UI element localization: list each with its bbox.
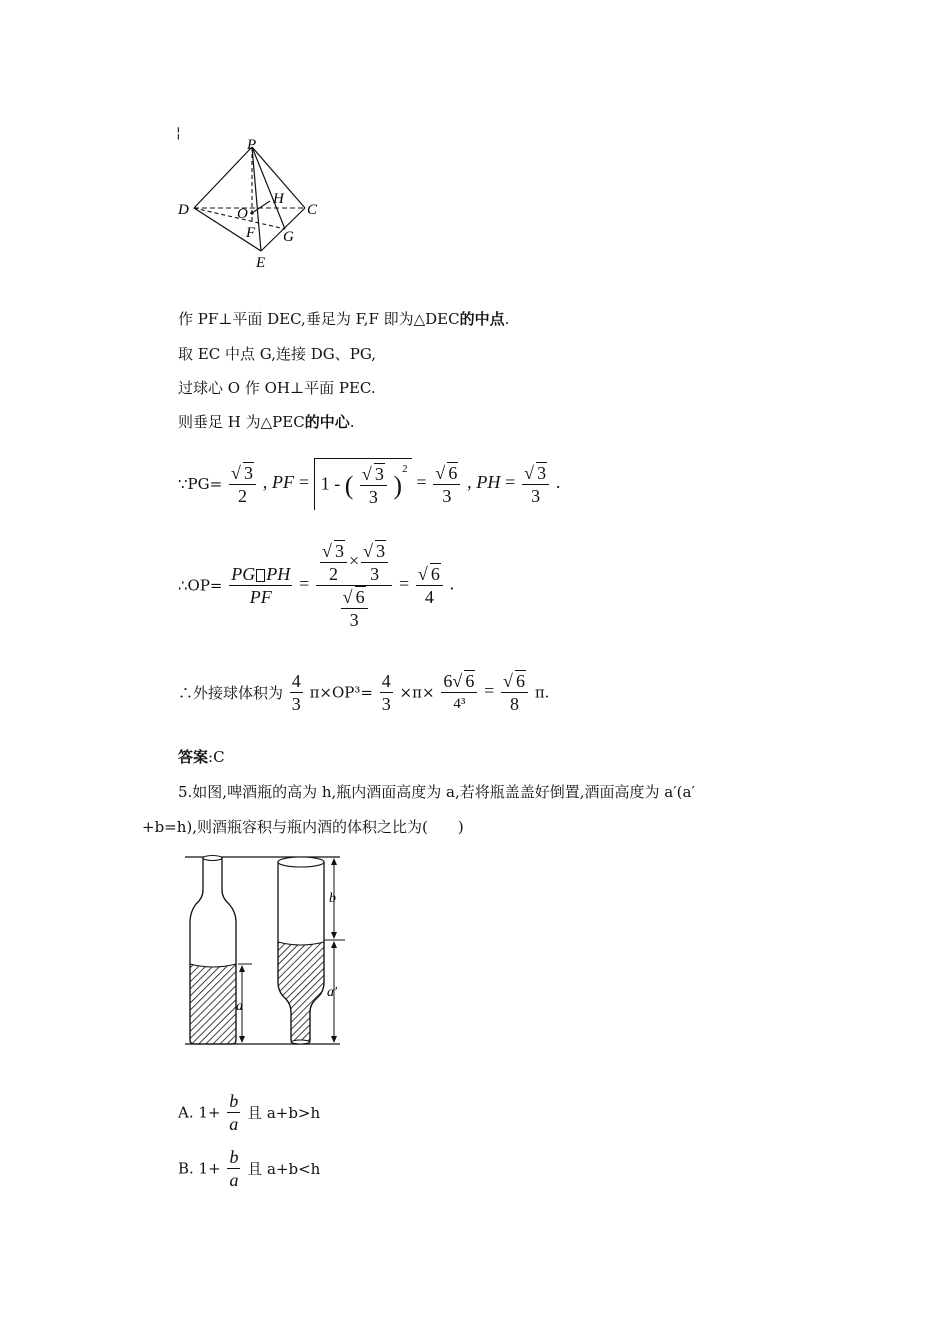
solution-line-4: 则垂足 H 为△PEC的中心. (178, 413, 355, 431)
bottle-figure (180, 850, 350, 1050)
option-b[interactable]: B. 1+ $\frac{b}{a}$ 且 a+b<h (178, 1147, 321, 1190)
label-a-prime: a′ (327, 985, 338, 1000)
label-f: F (246, 225, 256, 241)
top-mark: ¦ (176, 125, 181, 141)
equation-3: ∴外接球体积为 $\frac{4}{3}$ π×OP³= $\frac{4}{3}$ ×π× 6 √ 6 4³ = √ 6 8 π. (178, 671, 550, 714)
solution-line-2: 取 EC 中点 G,连接 DG、PG, (178, 345, 377, 363)
label-o: O (237, 206, 248, 222)
label-e: E (256, 255, 266, 271)
solution-line-1: 作 PF⊥平面 DEC,垂足为 F,F 即为△DEC的中点. (178, 310, 510, 328)
label-g: G (283, 229, 294, 245)
label-c: C (307, 202, 318, 218)
question-line-1: 5.如图,啤酒瓶的高为 h,瓶内酒面高度为 a,若将瓶盖盖好倒置,酒面高度为 a′(a′ (178, 783, 695, 801)
equation-1: ∵PG= √ 3 2 , PF = 1 - ( √ 3 3 )$^2$ = √ 6 3 , PH = √ 3 3 . (178, 458, 560, 510)
solution-line-3: 过球心 O 作 OH⊥平面 PEC. (178, 379, 376, 397)
label-p: P (247, 137, 257, 153)
label-d: D (178, 202, 189, 218)
answer-line: 答案:C (178, 748, 225, 766)
equation-2: ∴OP= $\frac{\text{PG PH}}{PF}$ = √ 3 2 × √ 3 3 √ 6 3 = √ 6 4 . (178, 541, 455, 630)
option-a[interactable]: A. 1+ $\frac{b}{a}$ 且 a+b>h (178, 1091, 321, 1134)
pyramid-figure (170, 135, 340, 275)
label-b: b (329, 891, 336, 906)
question-line-2: +b=h),则酒瓶容积与瓶内酒的体积之比为( ) (142, 818, 464, 836)
label-h: H (273, 191, 284, 207)
label-a: a (236, 999, 243, 1014)
